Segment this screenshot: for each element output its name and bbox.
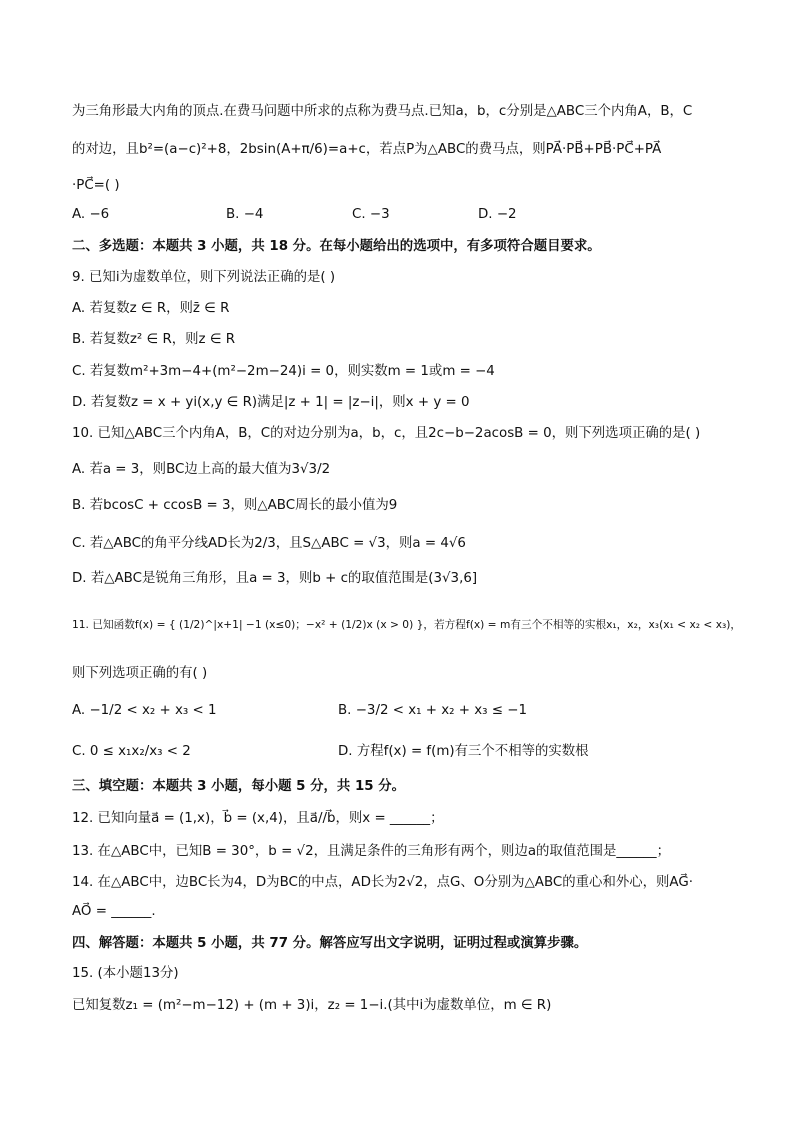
q11-option-c: C. 0 ≤ x₁x₂/x₃ < 2 xyxy=(72,744,191,759)
q11-stem2: 则下列选项正确的有( ) xyxy=(72,666,208,681)
q11-option-a: A. −1/2 < x₂ + x₃ < 1 xyxy=(72,703,217,718)
problem8-option-b: B. −4 xyxy=(226,207,264,222)
q9-option-b: B. 若复数z² ∈ R，则z ∈ R xyxy=(72,332,236,347)
q10-option-b: B. 若bcosC + ccosB = 3，则△ABC周长的最小值为9 xyxy=(72,498,398,513)
q11-stem: 11. 已知函数f(x) = { (1/2)^|x+1| −1 (x≤0)；−x² + (1/2)x (x > 0) }，若方程f(x) = m有三个不相等的实根x₁，x₂，x₃(x₁ < x₂ < x₃)， xyxy=(72,618,742,631)
q11-option-d: D. 方程f(x) = f(m)有三个不相等的实数根 xyxy=(338,744,589,759)
section3-heading: 三、填空题：本题共 3 小题，每小题 5 分，共 15 分。 xyxy=(72,779,406,794)
q14-line1: 14. 在△ABC中，边BC长为4，D为BC的中点，AD长为2√2，点G、O分别为△ABC的重心和外心，则AG⃗· xyxy=(72,875,693,890)
section2-heading: 二、多选题：本题共 3 小题，共 18 分。在每小题给出的选项中，有多项符合题目要求。 xyxy=(72,239,601,254)
problem8-option-c: C. −3 xyxy=(352,207,390,222)
problem8-line3: ·PC⃗=( ) xyxy=(72,178,120,193)
q10-option-c: C. 若△ABC的角平分线AD长为2/3，且S△ABC = √3，则a = 4√6 xyxy=(72,536,466,551)
q9-option-c: C. 若复数m²+3m−4+(m²−2m−24)i = 0，则实数m = 1或m = −4 xyxy=(72,364,495,379)
problem8-option-d: D. −2 xyxy=(478,207,517,222)
section4-heading: 四、解答题：本题共 5 小题，共 77 分。解答应写出文字说明，证明过程或演算步骤。 xyxy=(72,936,588,951)
q13-text: 13. 在△ABC中，已知B = 30°，b = √2，且满足条件的三角形有两个，则边a的取值范围是______； xyxy=(72,844,670,859)
problem8-line2: 的对边，且b²=(a−c)²+8，2bsin(A+π/6)=a+c，若点P为△ABC的费马点，则PA⃗·PB⃗+PB⃗·PC⃗+PA⃗ xyxy=(72,142,662,157)
q12-text: 12. 已知向量a⃗ = (1,x)，b⃗ = (x,4)，且a⃗//b⃗，则x = ______； xyxy=(72,811,444,826)
q10-option-d: D. 若△ABC是锐角三角形，且a = 3，则b + c的取值范围是(3√3,6] xyxy=(72,571,478,586)
q10-option-a: A. 若a = 3，则BC边上高的最大值为3√3/2 xyxy=(72,462,331,477)
q15-label: 15. (本小题13分) xyxy=(72,966,179,981)
q9-option-d: D. 若复数z = x + yi(x,y ∈ R)满足|z + 1| = |z−i|，则x + y = 0 xyxy=(72,395,470,410)
q9-stem: 9. 已知i为虚数单位，则下列说法正确的是( ) xyxy=(72,270,336,285)
q14-line2: AO⃗ = ______. xyxy=(72,904,156,919)
problem8-option-a: A. −6 xyxy=(72,207,110,222)
q15-stem: 已知复数z₁ = (m²−m−12) + (m + 3)i，z₂ = 1−i.(其中i为虚数单位，m ∈ R) xyxy=(72,998,552,1013)
q10-stem: 10. 已知△ABC三个内角A，B，C的对边分别为a，b，c，且2c−b−2acosB = 0，则下列选项正确的是( ) xyxy=(72,426,701,441)
problem8-line1: 为三角形最大内角的顶点.在费马问题中所求的点称为费马点.已知a，b，c分别是△ABC三个内角A，B，C xyxy=(72,104,693,119)
q11-option-b: B. −3/2 < x₁ + x₂ + x₃ ≤ −1 xyxy=(338,703,528,718)
q9-option-a: A. 若复数z ∈ R，则z̄ ∈ R xyxy=(72,301,230,316)
